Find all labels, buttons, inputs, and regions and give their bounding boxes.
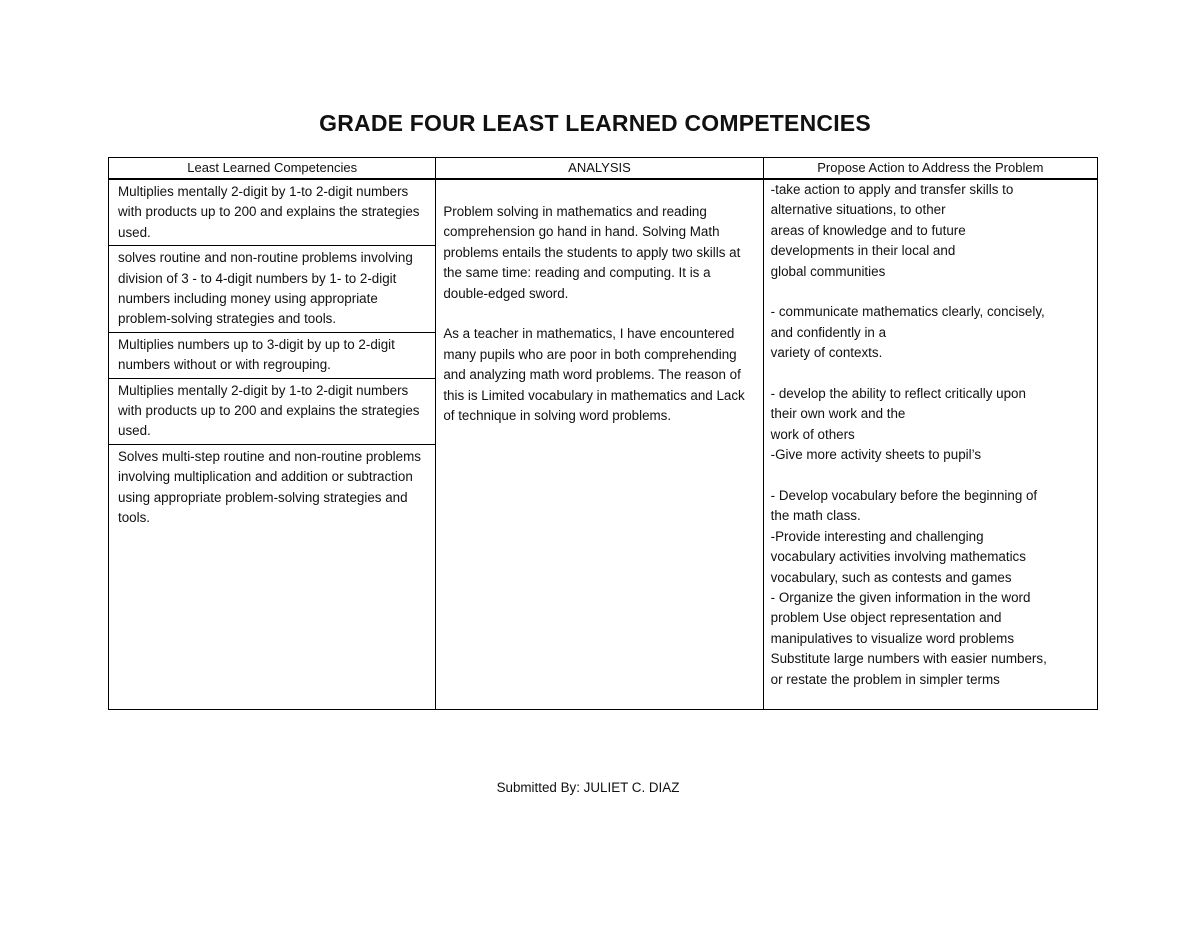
action-item: -Provide interesting and challenging vocabulary activities involving mathematics vocabulary, such as contests and games (770, 528, 1026, 585)
analysis-paragraph: Problem solving in mathematics and reading comprehension go hand in hand. Solving Math problems entails the students to apply two skills at the same time: reading and computing. It is a double-edged sword. (443, 204, 741, 301)
table-header-row (109, 158, 1098, 180)
competency-item: Multiplies numbers up to 3-digit by up to 2-digit numbers without or with regrouping. (109, 333, 435, 379)
competencies-table (108, 157, 1098, 710)
submitted-by: Submitted By: JULIET C. DIAZ (496, 780, 680, 795)
analysis-column (436, 179, 763, 710)
action-item: -Give more activity sheets to pupil’s (770, 447, 982, 463)
document-title: GRADE FOUR LEAST LEARNED COMPETENCIES (319, 110, 871, 136)
table-body-row (109, 179, 1098, 710)
action-item: - Organize the given information in the word problem Use object representation and manipulatives to visualize word problems Substitute large numbers with easier numbers, or restate the problem in simpler terms (770, 590, 1047, 687)
header-proposed-action: Propose Action to Address the Problem (763, 158, 1097, 180)
action-item: - Develop vocabulary before the beginning of the math class. (770, 488, 1038, 524)
competency-item: solves routine and non-routine problems involving division of 3 - to 4-digit numbers by 1- to 2-digit numbers including money using appropriate problem-solving strategies and tools. (109, 246, 435, 333)
analysis-paragraph: As a teacher in mathematics, I have encountered many pupils who are poor in both comprehending and analyzing math word problems. The reason of this is Limited vocabulary in mathematics and Lack of technique in solving word problems. (443, 326, 745, 424)
action-item: - develop the ability to reflect critically upon their own work and the work of others (770, 386, 1026, 442)
competency-item: Multiplies mentally 2-digit by 1-to 2-digit numbers with products up to 200 and explains the strategies used. (109, 180, 435, 246)
competency-item: Solves multi-step routine and non-routine problems involving multiplication and addition or subtraction using appropriate problem-solving strategies and tools. (118, 448, 421, 526)
header-least-learned-competencies: Least Learned Competencies (109, 158, 436, 180)
competencies-column (109, 179, 436, 710)
action-item: -take action to apply and transfer skills to alternative situations, to other areas of knowledge and to future developments in their local and global communities (770, 182, 1014, 279)
header-analysis: ANALYSIS (436, 158, 763, 180)
actions-column (763, 179, 1097, 710)
competency-item: Multiplies mentally 2-digit by 1-to 2-digit numbers with products up to 200 and explains the strategies used. (109, 379, 435, 445)
action-item: - communicate mathematics clearly, concisely, and confidently in a variety of contexts. (770, 304, 1045, 361)
